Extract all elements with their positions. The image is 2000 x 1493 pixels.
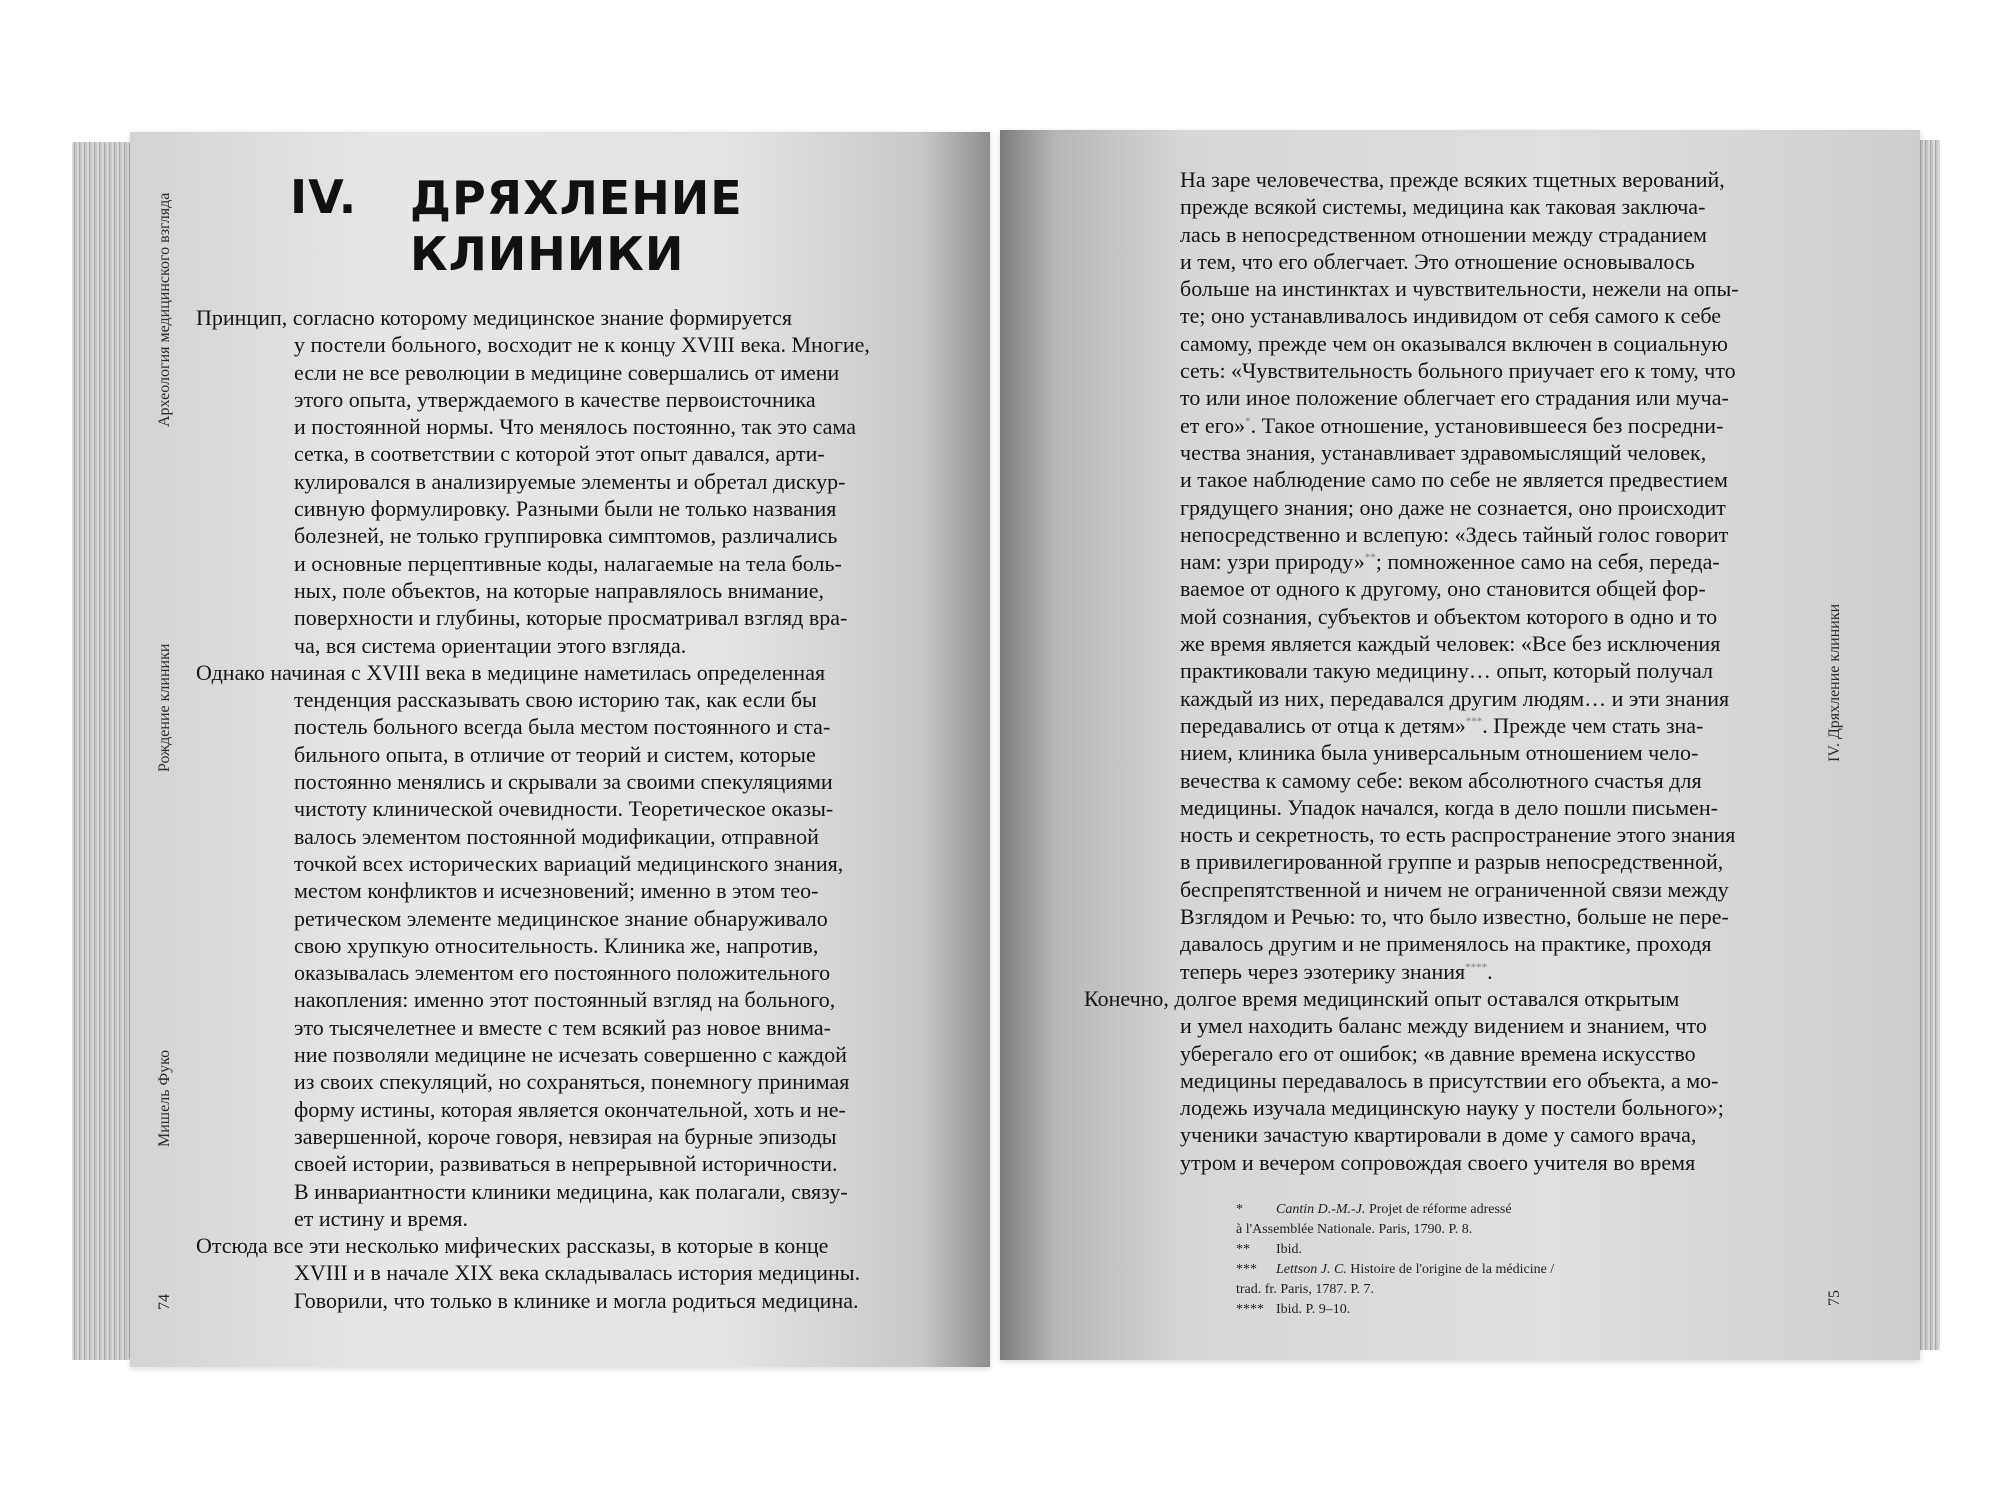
text-line	[196, 468, 870, 495]
line-text: давалось другим и не применялось на практике, проходя	[1180, 931, 1712, 957]
text-line	[196, 713, 870, 740]
line-text: же время является каждый человек: «Все без исключения	[1180, 631, 1721, 657]
line-text: беспрепятственной и ничем не ограниченной связи между	[1180, 876, 1729, 902]
text-line	[1180, 1121, 1739, 1148]
text-line	[196, 604, 870, 631]
text-line	[196, 1205, 870, 1232]
text-line	[196, 577, 870, 604]
line-text: те; оно устанавливалось индивидом от себя самого к себе	[1180, 303, 1722, 329]
line-text: В инвариантности клиники медицина, как полагали, связу-	[294, 1178, 848, 1204]
text-line	[1180, 275, 1739, 302]
line-text: XVIII и в начале XIX века складывалась история медицины.	[294, 1260, 861, 1286]
line-text: утром и вечером сопровождая своего учителя во время	[1180, 1149, 1696, 1175]
text-line	[196, 1041, 870, 1068]
text-line	[1180, 384, 1739, 411]
text-line	[196, 440, 870, 467]
right-page-edges	[1918, 140, 1940, 1350]
line-text: непосредственно и вслепую: «Здесь тайный голос говорит	[1180, 521, 1729, 547]
text-line	[196, 304, 870, 331]
line-text: сивную формулировку. Разными были не только названия	[294, 496, 837, 522]
footnote-body: Projet de réforme adressé	[1365, 1202, 1512, 1217]
line-text: самому, прежде чем он оказывался включен в социальную	[1180, 330, 1728, 356]
text-line	[196, 1123, 870, 1150]
page-number-left: 74	[156, 1294, 173, 1310]
line-text: постель больного всегда была местом постоянного и ста-	[294, 714, 831, 740]
text-line	[1180, 248, 1739, 275]
text-line	[1180, 712, 1739, 739]
text-line	[1180, 166, 1739, 193]
line-text: . Такое отношение, установившееся без посредни-	[1250, 412, 1724, 438]
footnote	[1236, 1300, 1554, 1320]
right-page-body-text	[1084, 166, 1739, 1176]
line-text: прежде всякой системы, медицина как таковая заключа-	[1180, 194, 1706, 220]
line-text: валось элементом постоянной модификации, отправной	[294, 823, 819, 849]
text-line	[196, 850, 870, 877]
text-line	[196, 413, 870, 440]
text-line	[196, 1096, 870, 1123]
line-text: если не все революции в медицине совершались от имени	[294, 359, 840, 385]
text-line	[196, 795, 870, 822]
chapter-title-line: ДРЯХЛЕНИЕ	[410, 171, 743, 225]
text-line	[1180, 1067, 1739, 1094]
text-line	[1180, 221, 1739, 248]
line-text: ность и секретность, то есть распространение этого знания	[1180, 822, 1736, 848]
line-text: Взглядом и Речью: то, что было известно, больше не пере-	[1180, 904, 1729, 930]
text-line	[196, 386, 870, 413]
footnote-author: Cantin D.-M.-J.	[1276, 1202, 1366, 1217]
left-page-body-text	[196, 304, 870, 1314]
line-text: своей истории, развиваться в непрерывной историчности.	[294, 1151, 838, 1177]
text-line	[196, 495, 870, 522]
text-line	[1180, 575, 1739, 602]
text-line	[196, 331, 870, 358]
text-line	[1180, 548, 1739, 575]
text-line	[196, 877, 870, 904]
line-text: На заре человечества, прежде всяких тщетных верований,	[1180, 167, 1725, 192]
text-line	[196, 741, 870, 768]
text-line	[196, 359, 870, 386]
line-text: практиковали такую медицину… опыт, который получал	[1180, 658, 1713, 684]
text-line	[1180, 1149, 1739, 1176]
text-line	[1180, 521, 1739, 548]
text-line	[1180, 193, 1739, 220]
line-text: чества знания, устанавливает здравомыслящий человек,	[1180, 439, 1707, 465]
text-line	[196, 986, 870, 1013]
line-text: ча, вся система ориентации этого взгляда.	[294, 632, 687, 658]
text-line	[196, 1178, 870, 1205]
running-head-chapter: IV. Дряхление клиники	[1826, 603, 1843, 762]
footnote-text	[1276, 1200, 1512, 1220]
footnote-mark: **	[1364, 551, 1376, 564]
line-text: тенденция рассказывать свою историю так, как если бы	[294, 687, 817, 713]
text-line	[196, 550, 870, 577]
footnote-body: Ibid.	[1276, 1242, 1303, 1257]
line-text: этого опыта, утверждаемого в качестве первоисточника	[294, 386, 816, 412]
footnote-text	[1276, 1260, 1554, 1280]
text-line	[1180, 739, 1739, 766]
line-text: нием, клиника была универсальным отношением чело-	[1180, 740, 1699, 766]
text-line	[1180, 603, 1739, 630]
text-line	[1180, 494, 1739, 521]
text-line	[1180, 630, 1739, 657]
line-text: вечества к самому себе: веком абсолютного счастья для	[1180, 767, 1702, 793]
line-text: это тысячелетнее и вместе с тем всякий раз новое внима-	[294, 1014, 831, 1040]
text-line	[1180, 903, 1739, 930]
footnote-mark: *	[1245, 415, 1251, 428]
text-line	[1180, 958, 1739, 985]
line-text: ных, поле объектов, на которые направлялось внимание,	[294, 577, 824, 603]
line-text: сетка, в соответствии с которой этот опыт давался, арти-	[294, 441, 825, 467]
line-text: Конечно, долгое время медицинский опыт оставался открытым	[1084, 985, 1680, 1011]
line-text: в привилегированной группе и разрыв непосредственной,	[1180, 849, 1724, 875]
line-text: лодежь изучала медицинскую науку у постели больного»;	[1180, 1095, 1724, 1121]
line-text: лась в непосредственном отношении между страданием	[1180, 221, 1707, 247]
text-line	[196, 1014, 870, 1041]
footnote-marker: ***	[1236, 1262, 1257, 1277]
line-text: у постели больного, восходит не к концу XVIII века. Многие,	[294, 332, 870, 358]
line-text: Принцип, согласно которому медицинское знание формируется	[196, 305, 792, 330]
line-text: грядущего знания; оно даже не сознается, оно происходит	[1180, 494, 1726, 520]
text-line	[196, 1068, 870, 1095]
footnote-continuation: trad. fr. Paris, 1787. P. 7.	[1236, 1282, 1375, 1297]
footnote-body: Ibid. P. 9–10.	[1276, 1302, 1351, 1317]
text-line	[196, 522, 870, 549]
footnote-marker: **	[1236, 1242, 1250, 1257]
footnotes	[1236, 1200, 1554, 1320]
footnote	[1236, 1240, 1554, 1260]
line-text: передавались от отца к детям»	[1180, 712, 1466, 738]
running-head-subtitle: Археология медицинского взгляда	[156, 192, 173, 427]
footnote-marker: *	[1236, 1202, 1243, 1217]
line-text: .	[1487, 958, 1493, 984]
footnote-text	[1276, 1240, 1302, 1260]
text-line	[1180, 439, 1739, 466]
text-line	[196, 1287, 870, 1314]
text-line	[1180, 876, 1739, 903]
running-head-author: Мишель Фуко	[156, 1049, 173, 1147]
footnote-mark: ***	[1465, 715, 1483, 728]
footnote	[1236, 1200, 1554, 1220]
text-line	[196, 959, 870, 986]
line-text: бильного опыта, в отличие от теорий и систем, которые	[294, 741, 816, 767]
line-text: ретическом элементе медицинское знание обнаруживало	[294, 905, 828, 931]
line-text: Отсюда все эти несколько мифических рассказы, в которые в конце	[196, 1233, 829, 1259]
text-line	[1180, 412, 1739, 439]
line-text: медицины передавалось в присутствии его объекта, а мо-	[1180, 1067, 1719, 1093]
line-text: нам: узри природу»	[1180, 549, 1365, 575]
text-line	[1180, 685, 1739, 712]
text-line	[1180, 821, 1739, 848]
line-text: медицины. Упадок начался, когда в дело пошли письмен-	[1180, 794, 1718, 820]
line-text: поверхности и глубины, которые просматривал взгляд вра-	[294, 605, 848, 631]
line-text: завершенной, короче говоря, невзирая на бурные эпизоды	[294, 1123, 837, 1149]
text-line	[1180, 930, 1739, 957]
chapter-title	[410, 170, 743, 282]
text-line	[1180, 302, 1739, 329]
text-line	[196, 686, 870, 713]
line-text: и такое наблюдение само по себе не является предвестием	[1180, 467, 1728, 493]
chapter-number: IV.	[290, 170, 358, 224]
line-text: ; помноженное само на себя, переда-	[1375, 549, 1720, 575]
text-line	[196, 1259, 870, 1286]
text-line	[196, 1150, 870, 1177]
text-line	[196, 932, 870, 959]
line-text: ет его»	[1180, 412, 1246, 438]
line-text: оказывалась элементом его постоянного положительного	[294, 960, 831, 986]
footnote-continuation: à l'Assemblée Nationale. Paris, 1790. P. 8.	[1236, 1222, 1473, 1237]
chapter-title-line: КЛИНИКИ	[410, 227, 685, 281]
line-text: местом конфликтов и исчезновений; именно в этом тео-	[294, 878, 819, 904]
text-line	[1180, 1094, 1739, 1121]
line-text: ние позволяли медицине не исчезать совершенно с каждой	[294, 1042, 847, 1068]
running-head-book-title: Рождение клиники	[156, 643, 173, 772]
line-text: теперь через эзотерику знания	[1180, 958, 1466, 984]
line-text: и тем, что его облегчает. Это отношение основывалось	[1180, 248, 1695, 274]
line-text: ученики зачастую квартировали в доме у самого врача,	[1180, 1122, 1697, 1148]
line-text: . Прежде чем стать зна-	[1482, 712, 1704, 738]
line-text: форму истины, которая является окончательной, хоть и не-	[294, 1096, 846, 1122]
text-line	[1180, 1040, 1739, 1067]
line-text: и умел находить баланс между видением и знанием, что	[1180, 1013, 1707, 1039]
right-page	[1000, 130, 1920, 1360]
page-number-right: 75	[1826, 1290, 1843, 1306]
text-line	[1180, 794, 1739, 821]
line-text: сеть: «Чувствительность больного приучает его к тому, что	[1180, 358, 1736, 384]
line-text: постоянно менялись и скрывали за своими спекуляциями	[294, 769, 833, 795]
footnote-mark: ****	[1465, 961, 1488, 974]
line-text: чистоту клинической очевидности. Теоретическое оказы-	[294, 796, 834, 822]
line-text: Говорили, что только в клинике и могла родиться медицина.	[294, 1287, 859, 1313]
line-text: накопления: именно этот постоянный взгляд на больного,	[294, 987, 836, 1013]
text-line	[1180, 657, 1739, 684]
line-text: уберегало его от ошибок; «в давние времена искусство	[1180, 1040, 1696, 1066]
footnote-marker: ****	[1236, 1302, 1264, 1317]
footnote-author: Lettson J. C.	[1276, 1262, 1347, 1277]
text-line	[1180, 848, 1739, 875]
line-text: то или иное положение облегчает его страдания или муча-	[1180, 385, 1729, 411]
line-text: свою хрупкую относительность. Клиника же, напротив,	[294, 932, 819, 958]
text-line	[196, 632, 870, 659]
line-text: из своих спекуляций, но сохраняться, понемногу принимая	[294, 1069, 850, 1095]
line-text: ваемое от одного к другому, оно становится общей фор-	[1180, 576, 1706, 602]
footnote-body: Histoire de l'origine de la médicine /	[1346, 1262, 1555, 1277]
text-line	[196, 1232, 870, 1259]
text-line	[1180, 357, 1739, 384]
line-text: болезней, не только группировка симптомов, различались	[294, 523, 838, 549]
text-line	[1180, 466, 1739, 493]
text-line	[1084, 985, 1739, 1012]
line-text: каждый из них, передавался другим людям… и эти знания	[1180, 685, 1730, 711]
text-line	[1180, 767, 1739, 794]
text-line	[196, 905, 870, 932]
text-line	[196, 823, 870, 850]
line-text: Однако начиная с XVIII века в медицине наметилась определенная	[196, 659, 826, 685]
footnote	[1236, 1260, 1554, 1280]
left-page-edges	[72, 142, 130, 1360]
line-text: ет истину и время.	[294, 1205, 469, 1231]
line-text: кулировался в анализируемые элементы и обретал дискур-	[294, 468, 846, 494]
footnote-text	[1276, 1300, 1350, 1320]
text-line	[196, 768, 870, 795]
line-text: и основные перцептивные коды, налагаемые на тела боль-	[294, 550, 842, 576]
text-line	[1180, 1012, 1739, 1039]
line-text: точкой всех исторических вариаций медицинского знания,	[294, 850, 844, 876]
left-page	[130, 132, 990, 1367]
line-text: и постоянной нормы. Что менялось постоянно, так это сама	[294, 414, 856, 440]
line-text: больше на инстинктах и чувствительности, нежели на опы-	[1180, 276, 1739, 302]
line-text: мой сознания, субъектов и объектом которого в одно и то	[1180, 603, 1718, 629]
text-line	[1180, 330, 1739, 357]
text-line	[196, 659, 870, 686]
